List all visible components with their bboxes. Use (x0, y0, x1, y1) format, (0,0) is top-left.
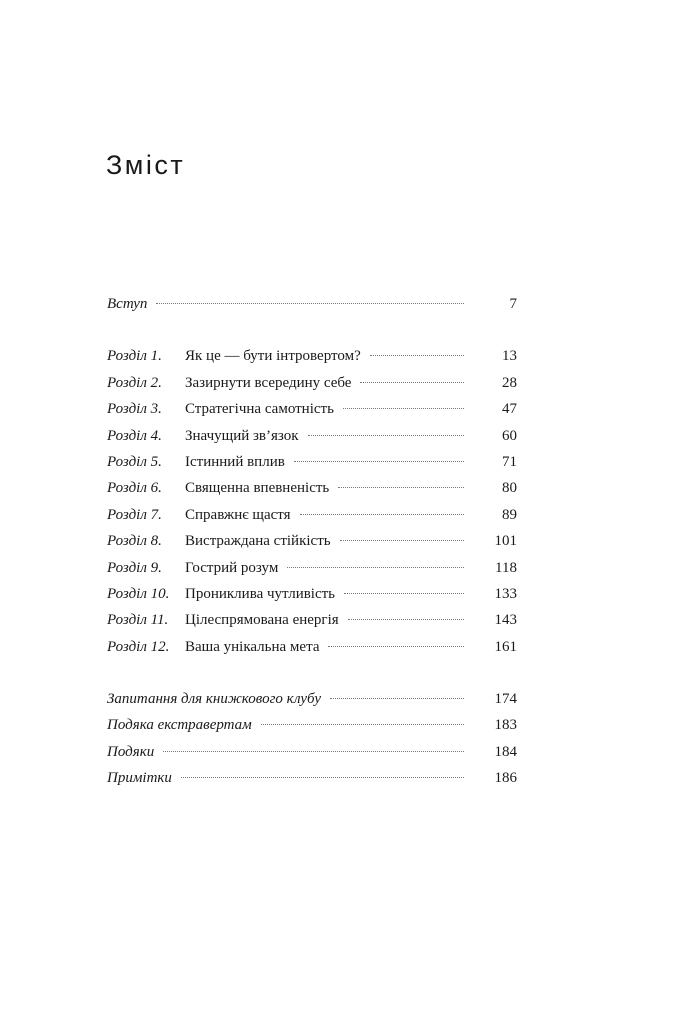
dot-leader (300, 514, 464, 515)
toc-page-number: 80 (502, 480, 517, 497)
dot-leader (370, 355, 464, 356)
toc-entry-label: Вступ (107, 296, 148, 312)
chapter-title: Священна впевненість (185, 480, 330, 497)
toc-page-number: 47 (502, 401, 517, 418)
dot-leader (294, 461, 464, 462)
toc-entry-backmatter[interactable] (107, 770, 517, 796)
dot-leader (163, 751, 464, 752)
toc-entry-backmatter[interactable] (107, 691, 517, 717)
dot-leader (344, 593, 464, 594)
toc-entry-chapter[interactable] (107, 348, 517, 374)
chapter-label: Розділ 2. (107, 374, 162, 391)
chapter-title: Стратегічна самотність (185, 401, 334, 418)
toc-entry-backmatter[interactable] (107, 717, 517, 743)
chapter-title: Значущий зв’язок (185, 427, 299, 444)
chapter-title: Як це — бути інтровертом? (185, 348, 361, 365)
chapter-title: Прониклива чутливість (185, 585, 336, 602)
dot-leader (156, 303, 464, 304)
toc-entry-chapter[interactable] (107, 480, 517, 506)
chapter-title: Вистраждана стійкість (185, 533, 331, 550)
toc-entry-label: Подяка екстравертам (107, 717, 252, 734)
toc-entry-chapter[interactable] (107, 533, 517, 559)
toc-entry-label: Подяки (107, 743, 155, 760)
toc-page-number: 118 (495, 559, 517, 576)
toc-page-number: 186 (494, 770, 517, 787)
toc-page-number: 183 (494, 717, 517, 734)
chapter-label: Розділ 10. (107, 585, 170, 602)
dot-leader (340, 540, 464, 541)
dot-leader (328, 646, 464, 647)
toc-entry-chapter[interactable] (107, 612, 517, 638)
chapter-label: Розділ 3. (107, 401, 162, 418)
toc-page-number: 13 (502, 348, 517, 365)
dot-leader (343, 408, 464, 409)
chapter-title: Зазирнути всередину себе (185, 374, 352, 391)
toc-entry-chapter[interactable] (107, 375, 517, 401)
chapter-title: Ваша унікальна мета (185, 638, 320, 655)
toc-page-number: 133 (494, 585, 517, 602)
toc-page-number: 184 (494, 743, 517, 760)
chapter-title: Цілеспрямована енергія (185, 612, 339, 629)
toc-entry-backmatter[interactable] (107, 744, 517, 770)
dot-leader (348, 619, 464, 620)
toc-entry-intro[interactable] (107, 296, 517, 322)
toc-entry-label: Примітки (107, 770, 172, 787)
dot-leader (330, 698, 464, 699)
toc-entry-chapter[interactable] (107, 401, 517, 427)
toc-entry-chapter[interactable] (107, 454, 517, 480)
chapter-title: Гострий розум (185, 559, 279, 576)
dot-leader (338, 487, 464, 488)
chapter-label: Розділ 11. (107, 612, 169, 629)
backmatter-list (107, 691, 517, 797)
dot-leader (308, 435, 464, 436)
toc-page-number: 89 (502, 506, 517, 523)
dot-leader (181, 777, 464, 778)
chapter-label: Розділ 12. (107, 638, 170, 655)
toc-page-number: 101 (494, 533, 517, 550)
chapter-label: Розділ 7. (107, 506, 162, 523)
dot-leader (287, 567, 464, 568)
section-spacer (107, 665, 517, 691)
toc-page-number: 71 (502, 453, 517, 470)
chapter-label: Розділ 4. (107, 427, 162, 444)
toc-page-number: 7 (509, 296, 517, 312)
table-of-contents (107, 296, 517, 797)
toc-entry-chapter[interactable] (107, 428, 517, 454)
chapter-title: Істинний вплив (185, 453, 285, 470)
chapter-label: Розділ 9. (107, 559, 162, 576)
toc-entry-chapter[interactable] (107, 507, 517, 533)
chapter-label: Розділ 5. (107, 453, 162, 470)
chapter-label: Розділ 6. (107, 480, 162, 497)
chapter-list (107, 348, 517, 665)
toc-page-number: 143 (494, 612, 517, 629)
dot-leader (360, 382, 464, 383)
page-title: Зміст (106, 150, 186, 180)
chapter-title: Справжнє щастя (185, 506, 291, 523)
toc-page-number: 60 (502, 427, 517, 444)
toc-page-number: 161 (494, 638, 517, 655)
dot-leader (261, 724, 464, 725)
toc-page-number: 28 (502, 374, 517, 391)
toc-entry-label: Запитання для книжкового клубу (107, 691, 321, 708)
chapter-label: Розділ 8. (107, 533, 162, 550)
toc-entry-chapter[interactable] (107, 586, 517, 612)
toc-entry-chapter[interactable] (107, 560, 517, 586)
chapter-label: Розділ 1. (107, 348, 162, 365)
section-spacer (107, 322, 517, 348)
toc-entry-chapter[interactable] (107, 639, 517, 665)
toc-page-number: 174 (494, 691, 517, 708)
